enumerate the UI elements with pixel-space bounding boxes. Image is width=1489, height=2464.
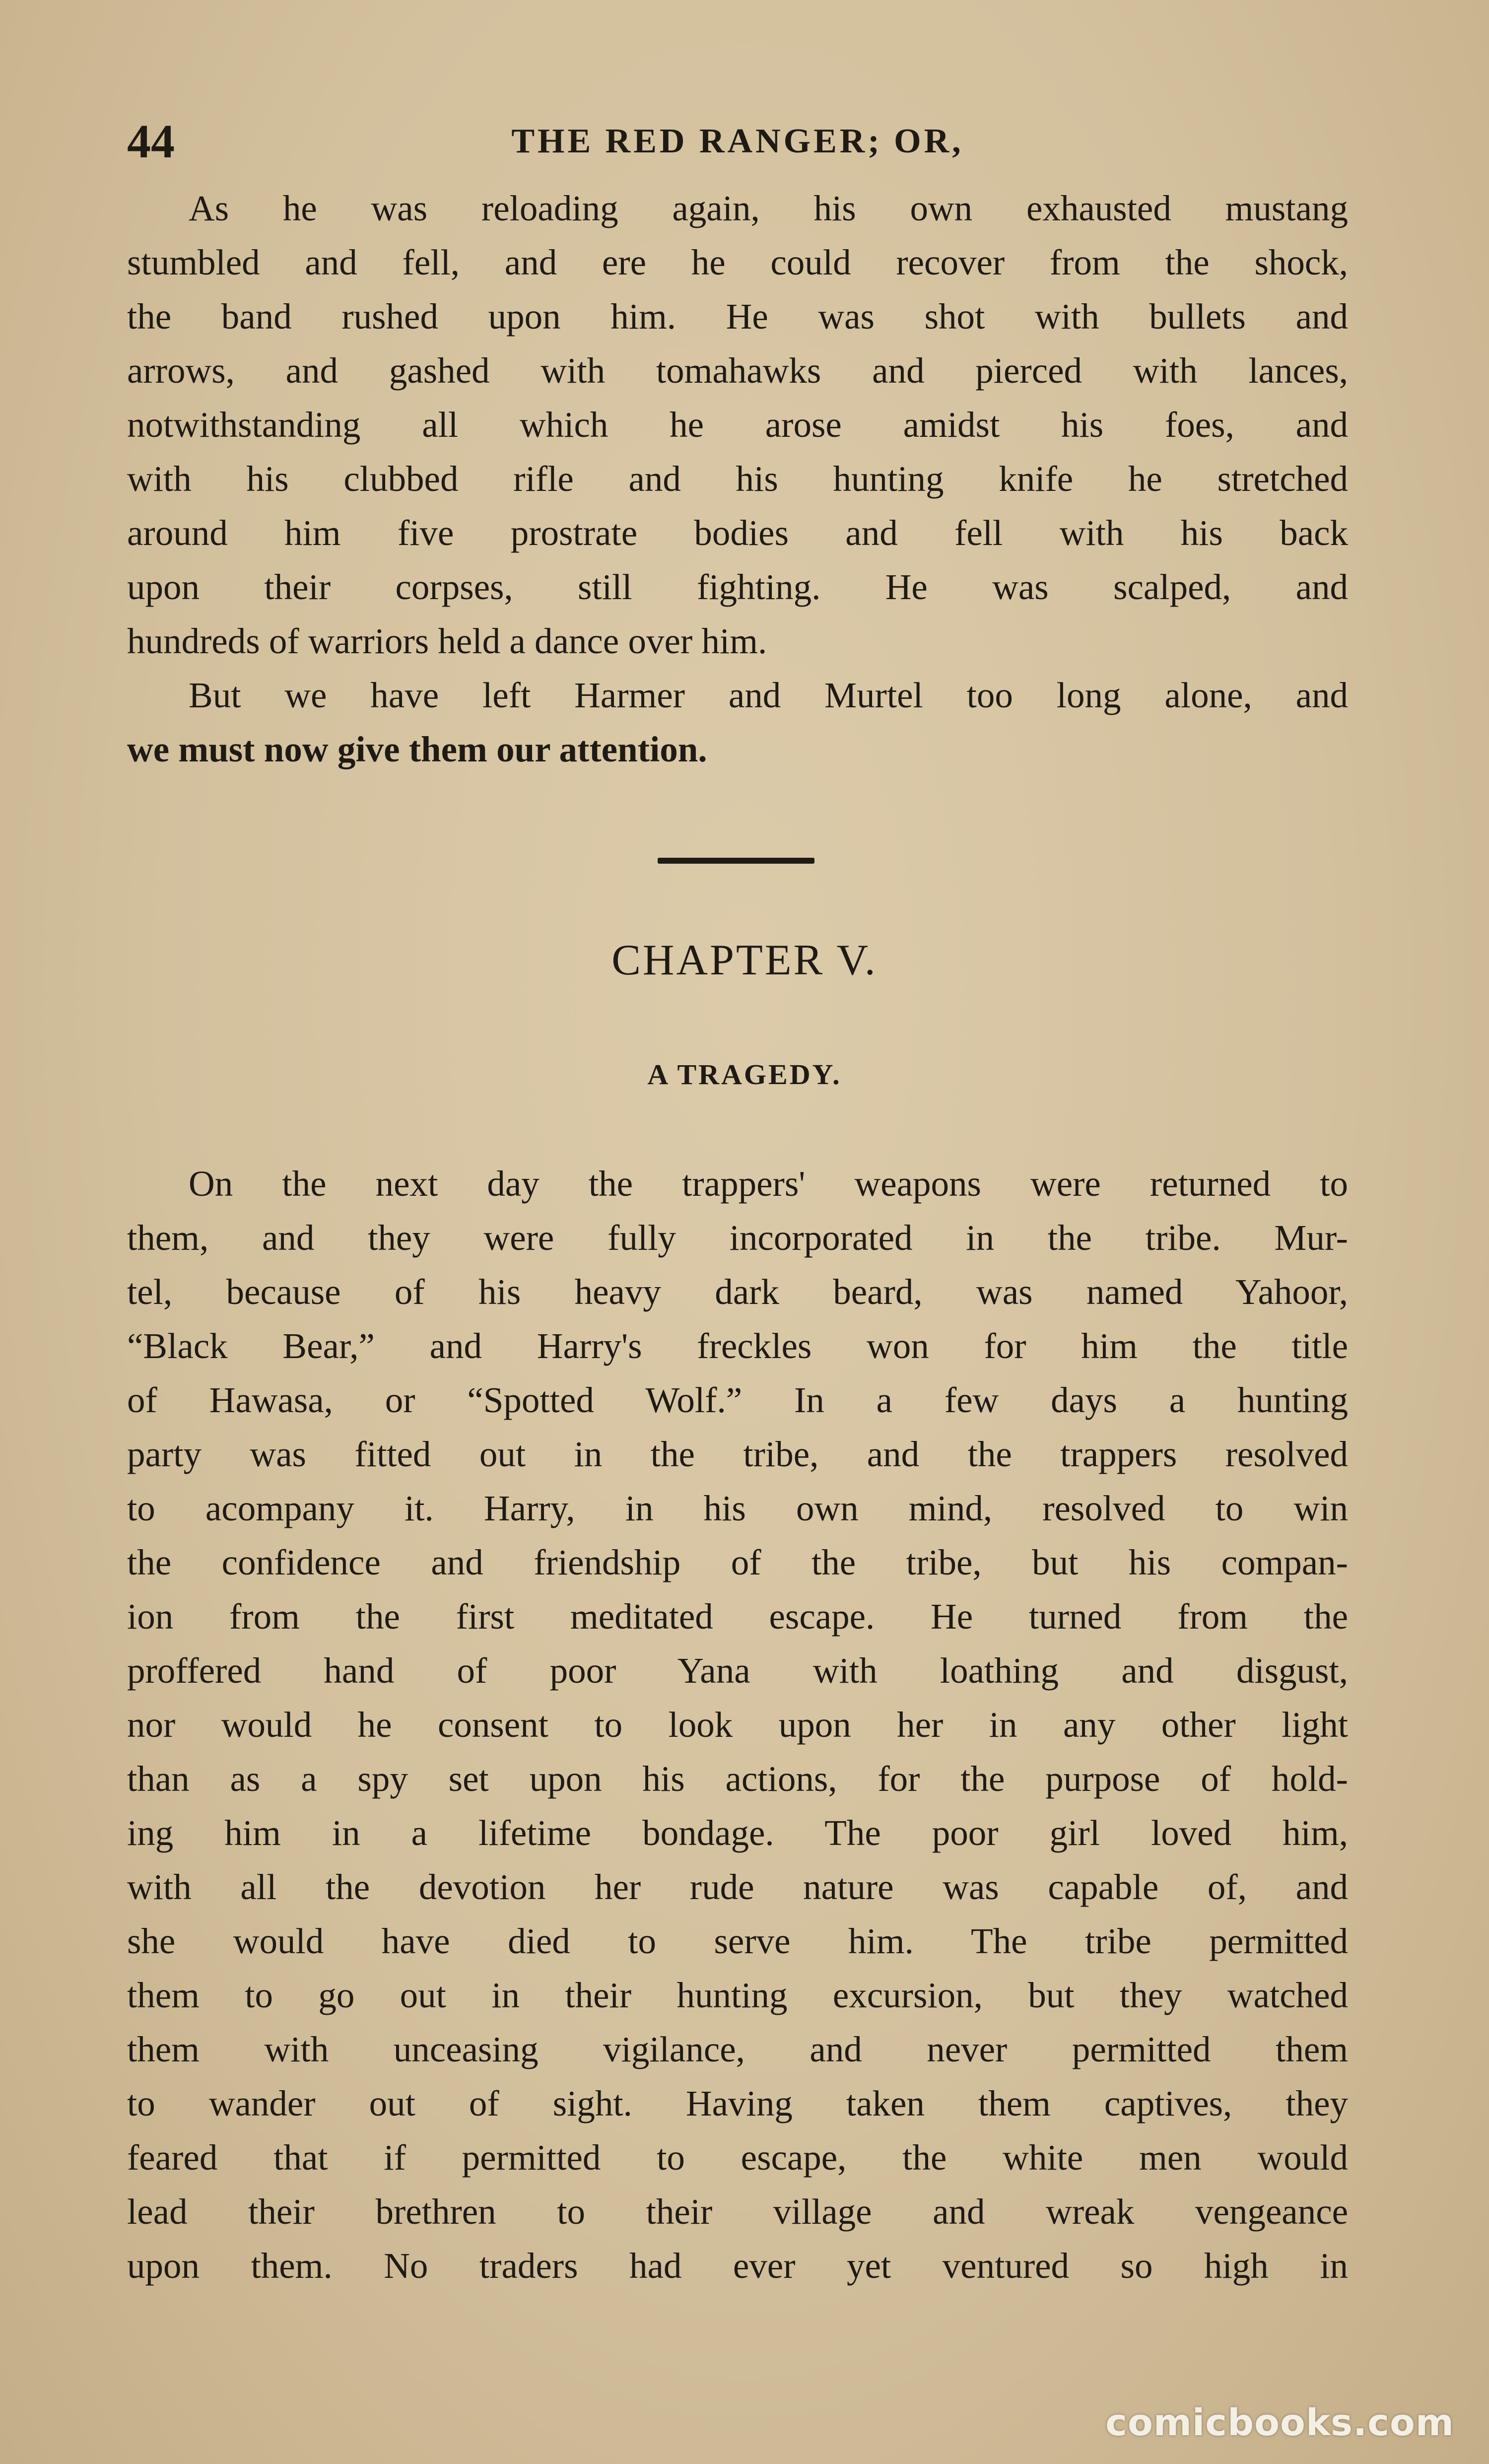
text-block-1 <box>127 181 1348 776</box>
text-line: hundreds of warriors held a dance over him. <box>127 621 767 661</box>
text-line: than as a spy set upon his actions, for the purpose of hold- <box>127 1759 1348 1799</box>
text-line: ing him in a lifetime bondage. The poor girl loved him, <box>127 1813 1348 1853</box>
text-line: upon them. No traders had ever yet ventured so high in <box>127 2246 1348 2286</box>
text-line: tel, because of his heavy dark beard, was named Yahoor, <box>127 1272 1348 1312</box>
text-line: around him five prostrate bodies and fell with his back <box>127 513 1348 553</box>
text-line: to wander out of sight. Having taken them captives, they <box>127 2083 1348 2123</box>
section-divider <box>658 858 814 864</box>
text-line: On the next day the trappers' weapons were returned to <box>189 1164 1348 1204</box>
running-head: THE RED RANGER; OR, <box>511 122 964 160</box>
chapter-subtitle: A TRAGEDY. <box>647 1058 842 1091</box>
text-block-2 <box>127 1157 1348 2293</box>
text-line: “Black Bear,” and Harry's freckles won for him the title <box>127 1326 1348 1366</box>
text-line: them, and they were fully incorporated in the tribe. Mur- <box>127 1218 1348 1258</box>
text-line: the confidence and friendship of the tribe, but his compan- <box>127 1542 1348 1582</box>
text-line: As he was reloading again, his own exhausted mustang <box>189 188 1348 228</box>
text-line: to acompany it. Harry, in his own mind, resolved to win <box>127 1488 1348 1528</box>
text-line: lead their brethren to their village and wreak vengeance <box>127 2191 1348 2232</box>
page-header <box>127 114 1348 169</box>
text-line: proffered hand of poor Yana with loathing and disgust, <box>127 1650 1348 1691</box>
text-line: arrows, and gashed with tomahawks and pierced with lances, <box>127 350 1348 391</box>
text-line: we must now give them our attention. <box>127 729 707 769</box>
text-line: party was fitted out in the tribe, and the trappers resolved <box>127 1434 1348 1474</box>
text-line: of Hawasa, or “Spotted Wolf.” In a few days a hunting <box>127 1380 1348 1420</box>
chapter-title: CHAPTER V. <box>611 936 878 984</box>
text-line: with all the devotion her rude nature was capable of, and <box>127 1867 1348 1907</box>
text-line: nor would he consent to look upon her in any other light <box>127 1705 1348 1745</box>
text-line: stumbled and fell, and ere he could recover from the shock, <box>127 242 1348 282</box>
text-line: them with unceasing vigilance, and never permitted them <box>127 2029 1348 2069</box>
text-line: notwithstanding all which he arose amidst his foes, and <box>127 405 1348 445</box>
paragraph <box>127 1157 1348 2293</box>
paragraph <box>127 668 1348 776</box>
text-line: ion from the first meditated escape. He turned from the <box>127 1596 1348 1637</box>
text-line: feared that if permitted to escape, the white men would <box>127 2137 1348 2178</box>
text-line: the band rushed upon him. He was shot with bullets and <box>127 296 1348 337</box>
text-line: she would have died to serve him. The tribe permitted <box>127 1921 1348 1961</box>
page-number: 44 <box>127 115 175 168</box>
text-line: upon their corpses, still fighting. He was scalped, and <box>127 567 1348 607</box>
text-line: But we have left Harmer and Murtel too long alone, and <box>189 675 1348 715</box>
paragraph <box>127 181 1348 668</box>
text-line: them to go out in their hunting excursion, but they watched <box>127 1975 1348 2015</box>
watermark: comicbooks.com <box>1105 2401 1454 2444</box>
text-line: with his clubbed rifle and his hunting knife he stretched <box>127 459 1348 499</box>
